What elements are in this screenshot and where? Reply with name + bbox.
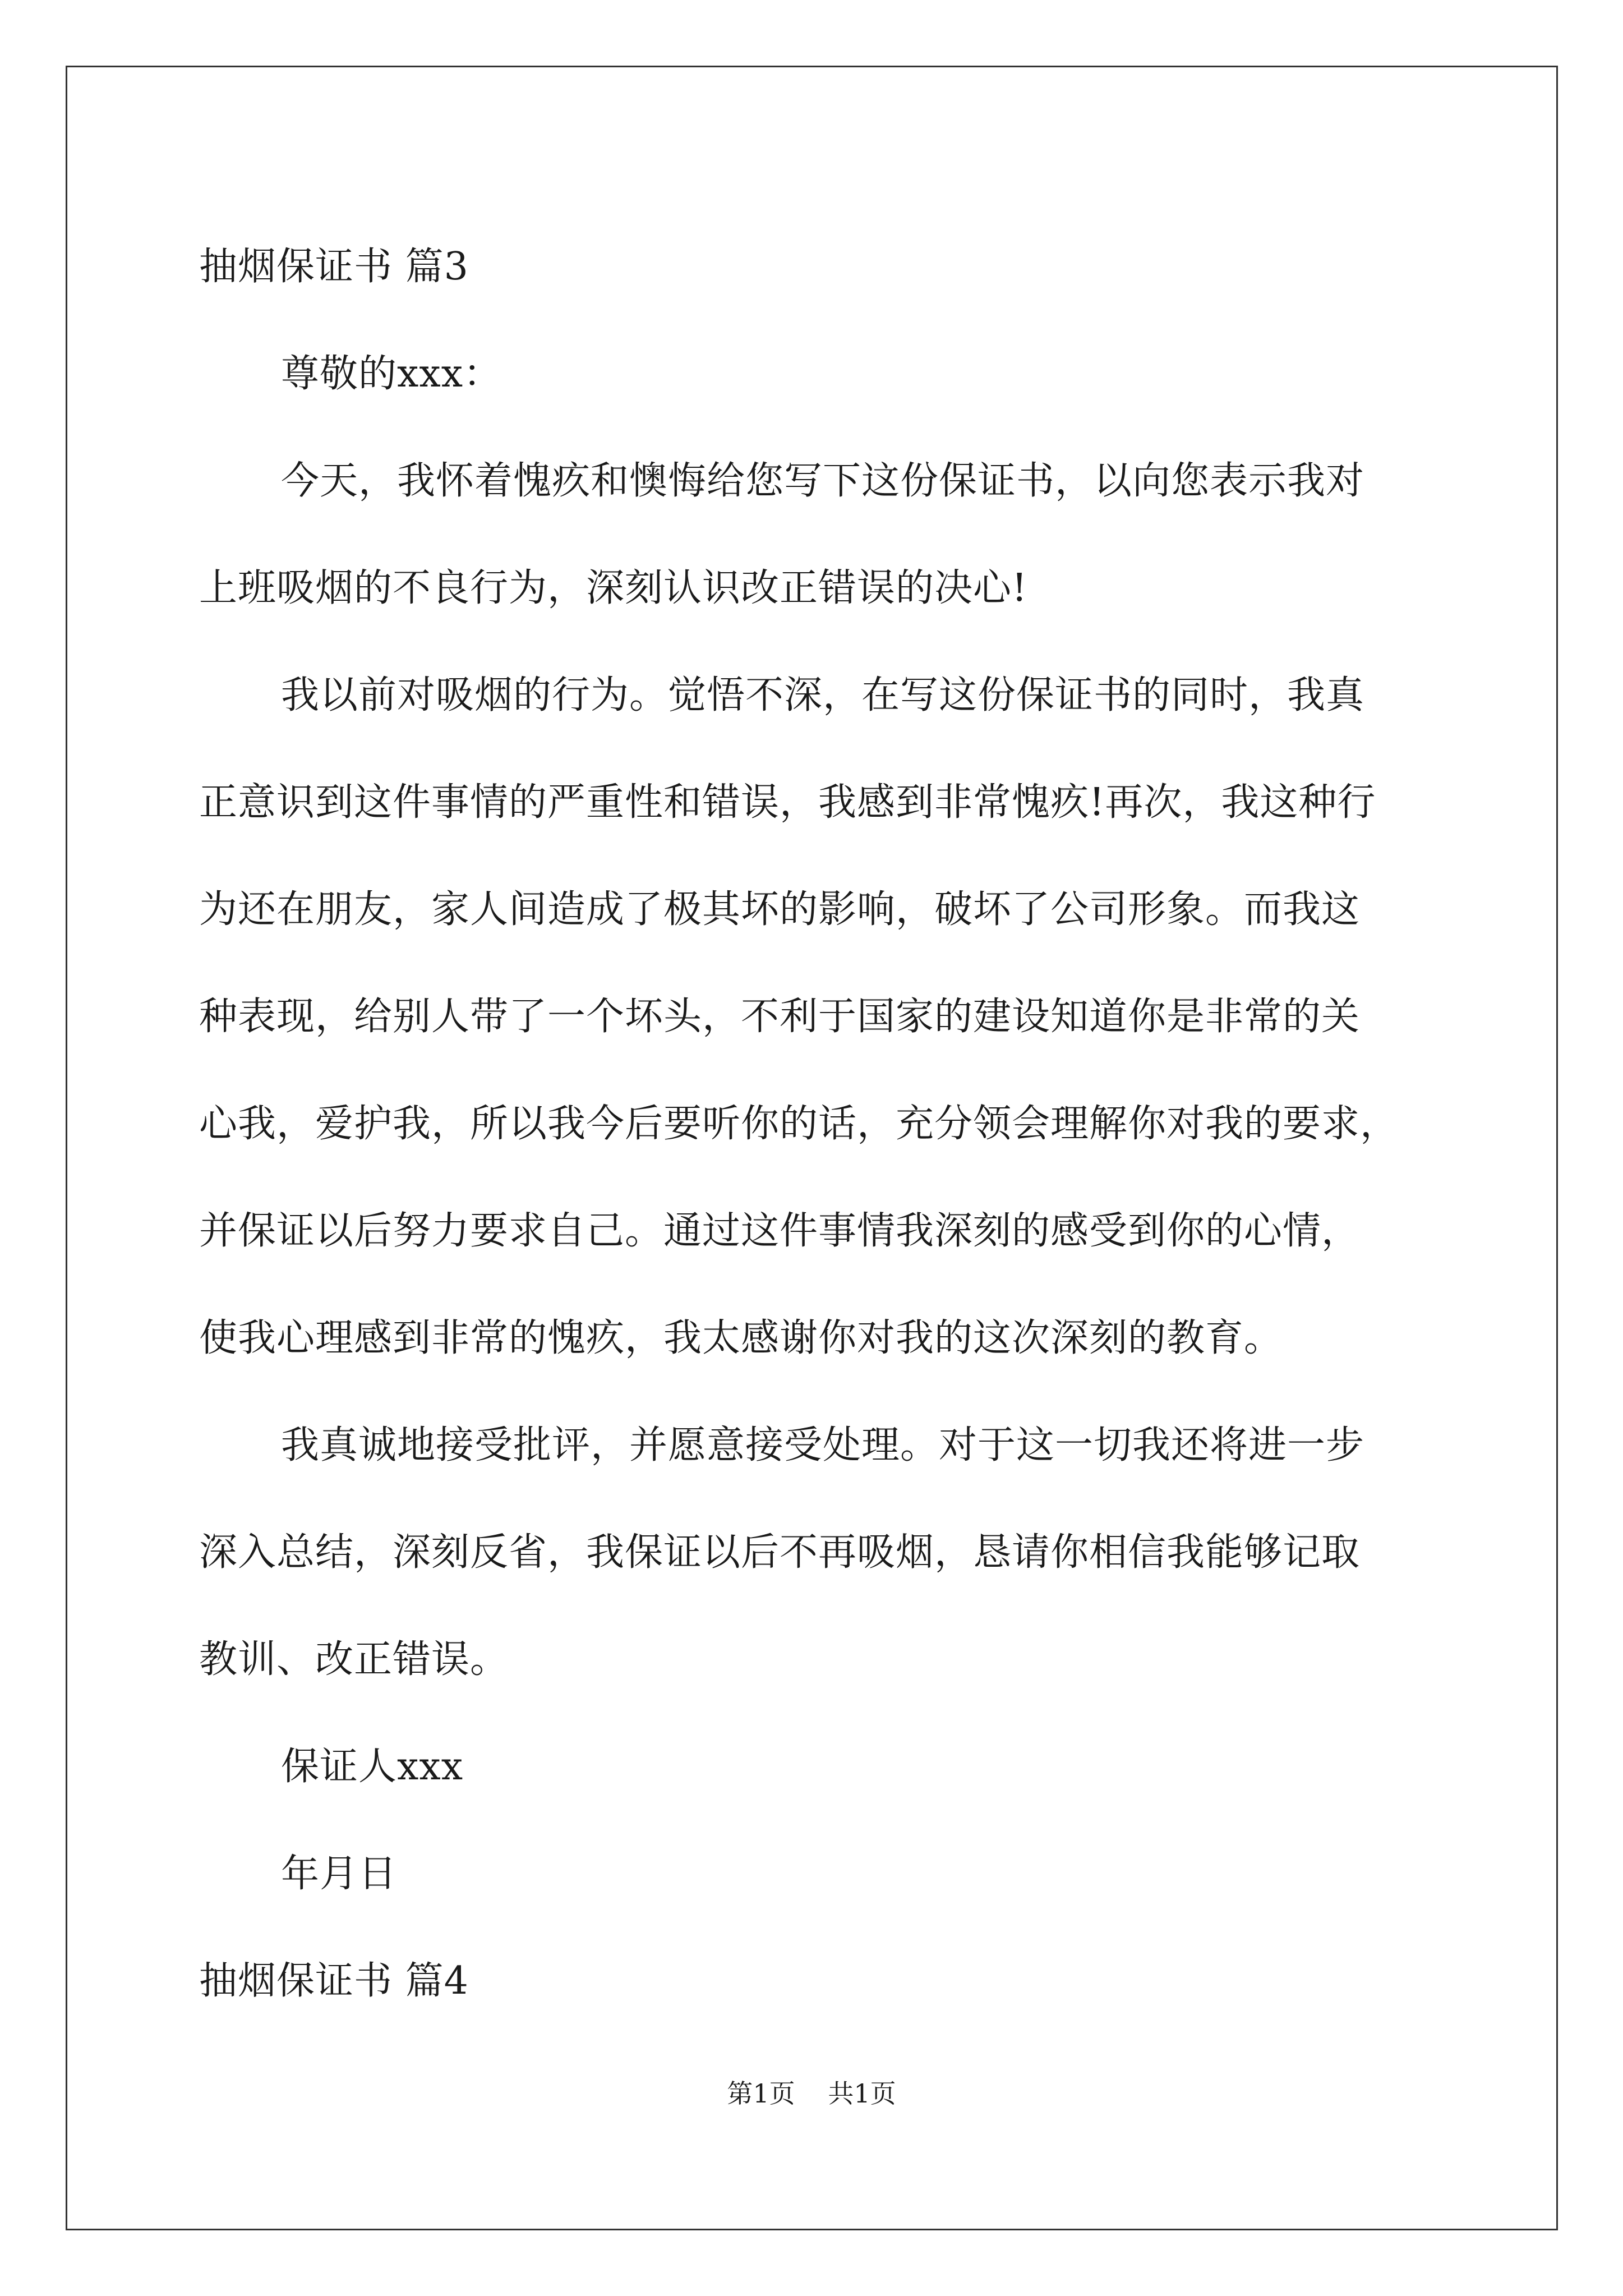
- body-line: 今天，我怀着愧疚和懊悔给您写下这份保证书，以向您表示我对: [281, 459, 1365, 503]
- date-line: 年月日: [281, 1852, 398, 1896]
- page-number-current: 第1页: [727, 2078, 795, 2109]
- body-line: 我真诚地接受批评，并愿意接受处理。对于这一切我还将进一步: [281, 1423, 1365, 1467]
- salutation: 尊敬的xxx：: [281, 352, 502, 396]
- page-number-total: 共1页: [828, 2078, 896, 2109]
- body-line: 心我，爱护我，所以我今后要听你的话，充分领会理解你对我的要求，: [199, 1102, 1399, 1146]
- section-heading-4: 抽烟保证书 篇4: [199, 1959, 469, 2003]
- document-body: [199, 213, 1427, 2035]
- body-line: 种表现，给别人带了一个坏头，不利于国家的建设知道你是非常的关: [199, 995, 1361, 1039]
- body-line: 为还在朋友，家人间造成了极其坏的影响，破坏了公司形象。而我这: [199, 887, 1361, 932]
- body-line: 使我心理感到非常的愧疚，我太感谢你对我的这次深刻的教育。: [199, 1316, 1283, 1360]
- body-line: 正意识到这件事情的严重性和错误，我感到非常愧疚!再次，我这种行: [199, 780, 1376, 825]
- body-line: 我以前对吸烟的行为。觉悟不深，在写这份保证书的同时，我真: [281, 673, 1365, 717]
- body-line: 深入总结，深刻反省，我保证以后不再吸烟，恳请你相信我能够记取: [199, 1530, 1361, 1575]
- section-heading-3: 抽烟保证书 篇3: [199, 245, 469, 289]
- signature-line: 保证人xxx: [281, 1745, 464, 1789]
- page-footer: [0, 2073, 1623, 2110]
- body-line: 上班吸烟的不良行为，深刻认识改正错误的决心!: [199, 566, 1028, 610]
- body-line: 教训、改正错误。: [199, 1637, 509, 1682]
- body-line: 并保证以后努力要求自己。通过这件事情我深刻的感受到你的心情，: [199, 1209, 1361, 1253]
